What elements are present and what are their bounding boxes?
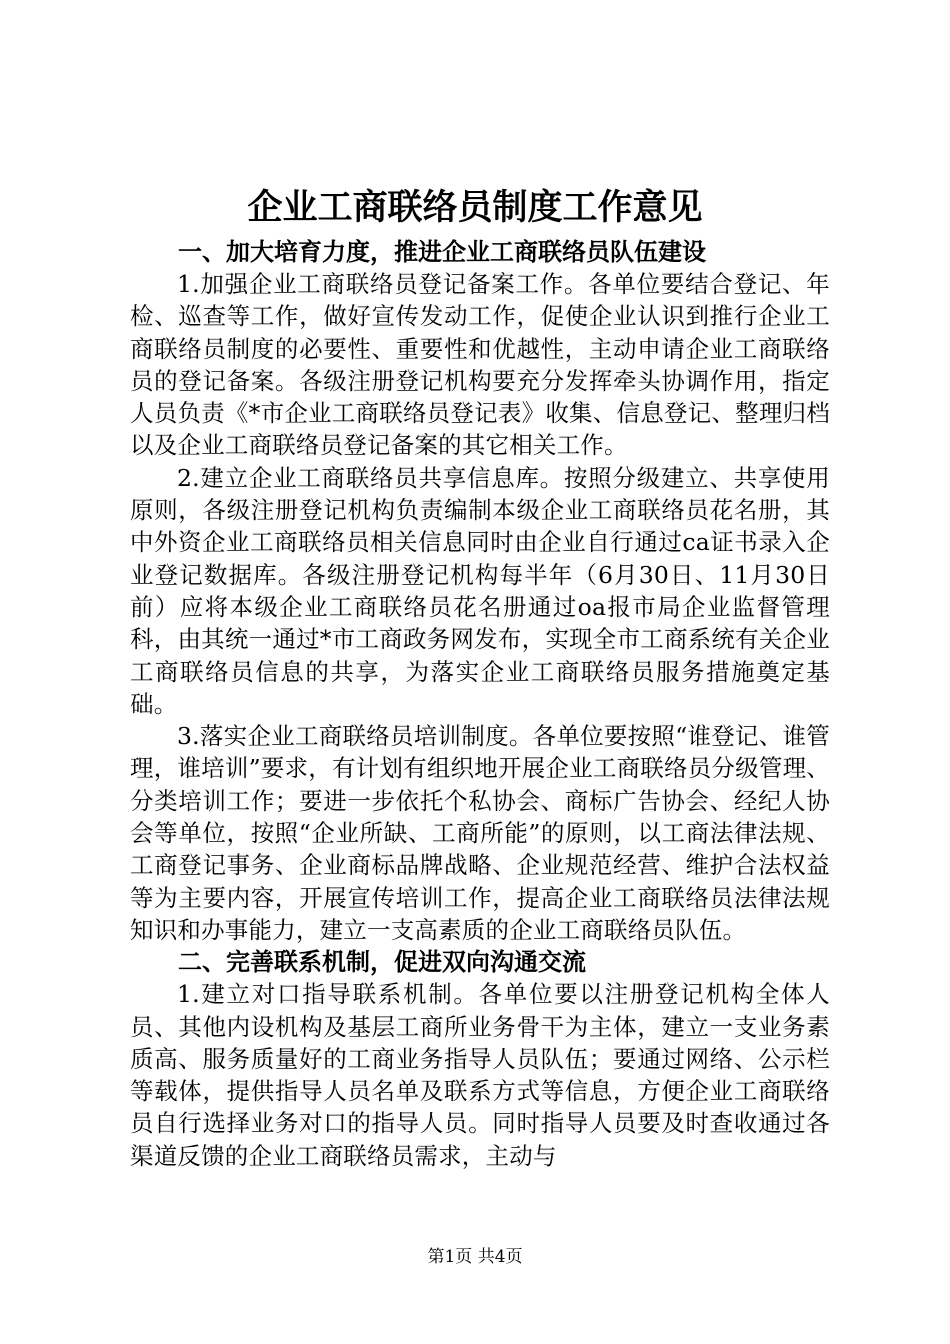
document-title: 企业工商联络员制度工作意见 [247, 187, 703, 228]
section-heading-1: 一、加大培育力度，推进企业工商联络员队伍建设 [178, 237, 706, 266]
document-body [130, 236, 830, 1172]
page-number-footer: 第1页 共4页 [427, 1247, 523, 1267]
paragraph: 1.加强企业工商联络员登记备案工作。各单位要结合登记、年检、巡查等工作，做好宣传发动工作，促使企业认识到推行企业工商联络员制度的必要性、重要性和优越性，主动申请企业工商联络员的登记备案。各级注册登记机构要充分发挥牵头协调作用，指定人员负责《*市企业工商联络员登记表》收集、信息登记、整理归档以及企业工商联络员登记备案的其它相关工作。 [130, 270, 830, 460]
paragraph: 1.建立对口指导联系机制。各单位要以注册登记机构全体人员、其他内设机构及基层工商所业务骨干为主体，建立一支业务素质高、服务质量好的工商业务指导人员队伍；要通过网络、公示栏等载体，提供指导人员名单及联系方式等信息，方便企业工商联络员自行选择业务对口的指导人员。同时指导人员要及时查收通过各渠道反馈的企业工商联络员需求，主动与 [130, 980, 830, 1170]
paragraph: 2.建立企业工商联络员共享信息库。按照分级建立、共享使用原则，各级注册登记机构负责编制本级企业工商联络员花名册，其中外资企业工商联络员相关信息同时由企业自行通过ca证书录入企业登记数据库。各级注册登记机构每半年（6月30日、11月30日前）应将本级企业工商联络员花名册通过oa报市局企业监督管理科，由其统一通过*市工商政务网发布，实现全市工商系统有关企业工商联络员信息的共享，为落实企业工商联络员服务措施奠定基础。 [130, 463, 830, 718]
paragraph: 3.落实企业工商联络员培训制度。各单位要按照“谁登记、谁管理，谁培训”要求，有计划有组织地开展企业工商联络员分级管理、分类培训工作；要进一步依托个私协会、商标广告协会、经纪人协会等单位，按照“企业所缺、工商所能”的原则，以工商法律法规、工商登记事务、企业商标品牌战略、企业规范经营、维护合法权益等为主要内容，开展宣传培训工作，提高企业工商联络员法律法规知识和办事能力，建立一支高素质的企业工商联络员队伍。 [130, 722, 830, 944]
section-heading-2: 二、完善联系机制，促进双向沟通交流 [178, 947, 586, 977]
